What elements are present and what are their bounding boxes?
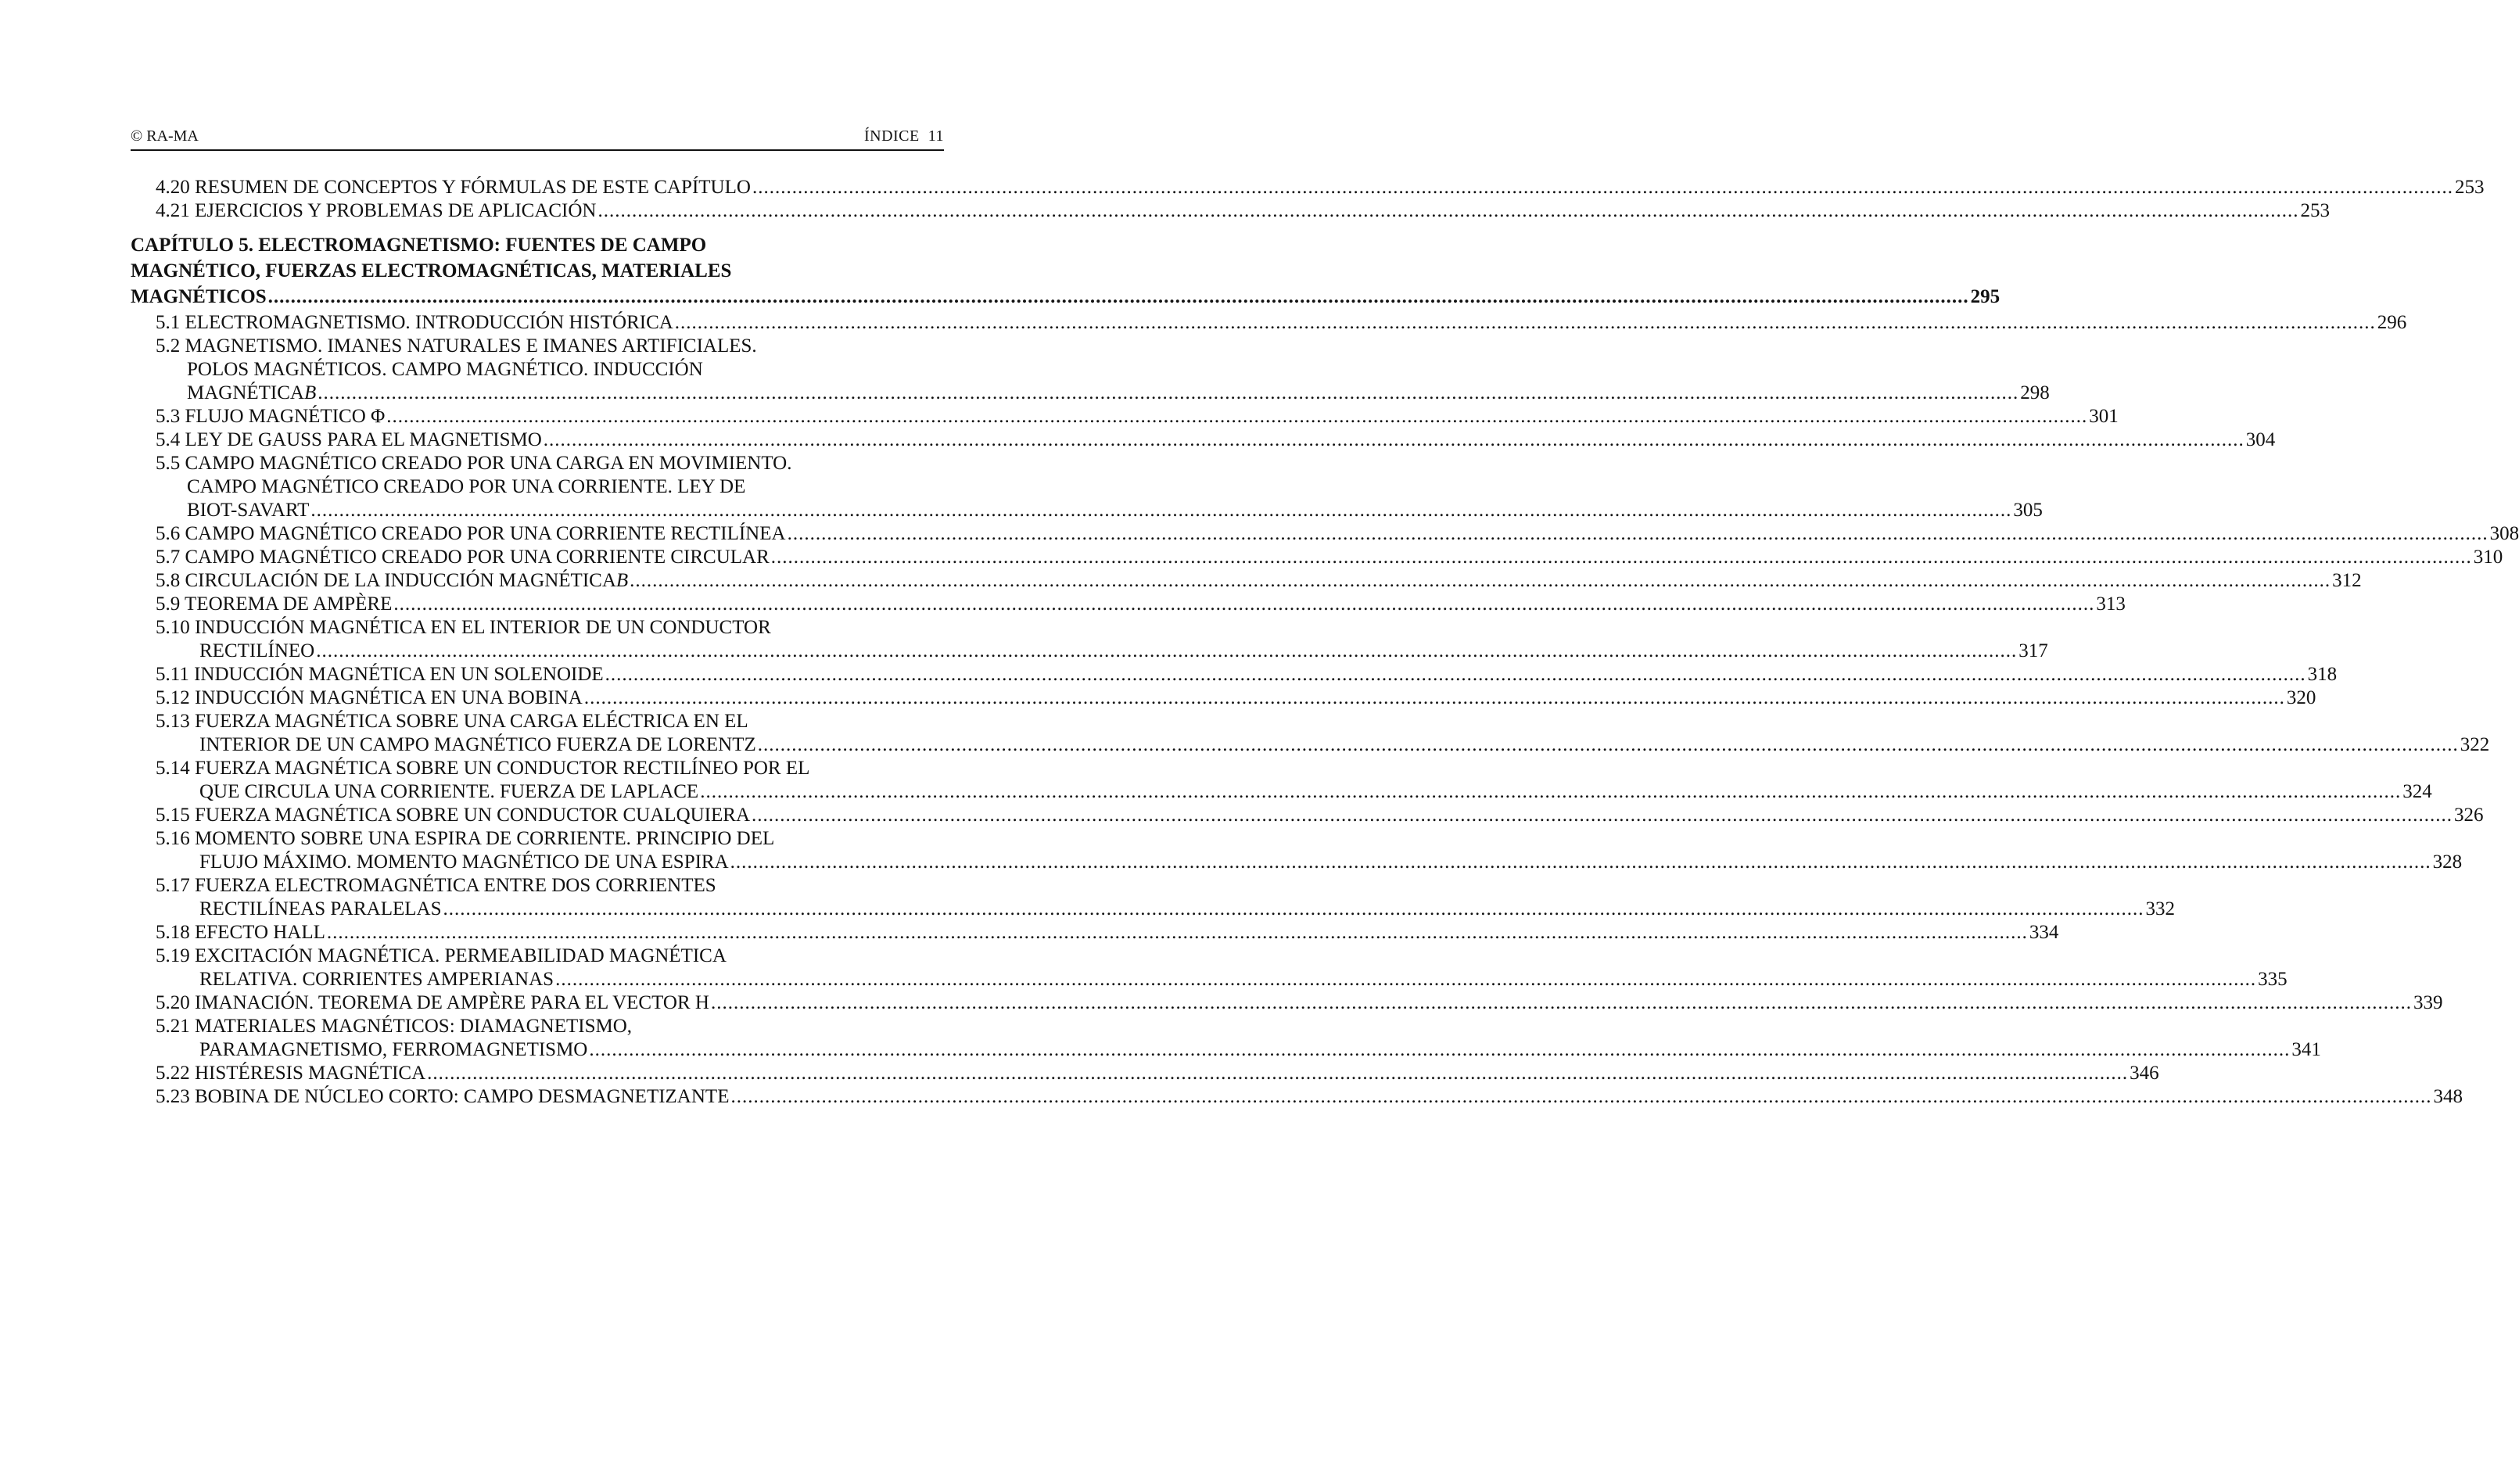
toc-entry[interactable] [131, 593, 2126, 616]
header-right [864, 127, 944, 145]
toc-entry[interactable] [131, 991, 2443, 1015]
toc-entry-line [156, 921, 2059, 945]
toc-page-number: 313 [2096, 593, 2126, 615]
dot-leader: ............................................................................................................................................................................................................................................................................................................ [605, 664, 2306, 685]
section-title: ÍNDICE [863, 127, 920, 145]
toc-page-number: 304 [2245, 429, 2276, 450]
toc-page-number: 318 [2307, 664, 2338, 685]
toc-entry-line [131, 284, 2000, 310]
toc-entry-title: MAGNÉTICO, FUERZAS ELECTROMAGNÉTICAS, MATERIALES [131, 260, 732, 281]
toc-page-number: 296 [2377, 312, 2407, 333]
toc-entry-title: 5.5 CAMPO MAGNÉTICO CREADO POR UNA CARGA EN MOVIMIENTO. [156, 453, 792, 474]
toc-entry-line [156, 1062, 2159, 1085]
toc-entry-title: QUE CIRCULA UNA CORRIENTE. FUERZA DE LAPLACE [199, 781, 699, 802]
toc-entry-title: 5.10 INDUCCIÓN MAGNÉTICA EN EL INTERIOR DE UN CONDUCTOR [156, 617, 771, 638]
toc-entry[interactable] [131, 686, 2316, 710]
dot-leader: ............................................................................................................................................................................................................................................................................................................ [674, 312, 2376, 333]
toc-entry-line [156, 593, 2126, 616]
toc-entry[interactable] [131, 199, 2330, 223]
publisher-label: © RA-MA [131, 127, 199, 145]
toc-entry-line [156, 851, 2463, 874]
toc-entry-title: FLUJO MÁXIMO. MOMENTO MAGNÉTICO DE UNA ESPIRA [199, 851, 729, 873]
toc-entry-line [156, 428, 2276, 452]
toc-entry-title: CAPÍTULO 5. ELECTROMAGNETISMO: FUENTES DE CAMPO [131, 235, 707, 256]
toc-page-number: 301 [2089, 406, 2119, 427]
toc-page-number: 348 [2433, 1086, 2463, 1107]
toc-entry-line [156, 804, 2484, 827]
toc-entry-line [156, 898, 2176, 921]
toc-entry-line [156, 1015, 944, 1038]
dot-leader: ............................................................................................................................................................................................................................................................................................................ [316, 640, 2018, 661]
toc-entry[interactable] [131, 921, 2059, 945]
toc-entry-line [131, 232, 944, 258]
toc-chapter-entry[interactable] [131, 232, 2000, 310]
dot-leader: ............................................................................................................................................................................................................................................................................................................ [597, 200, 2299, 221]
toc-entry-title: 5.1 ELECTROMAGNETISMO. INTRODUCCIÓN HISTÓRICA [156, 312, 673, 333]
dot-leader: ............................................................................................................................................................................................................................................................................................................ [310, 500, 2012, 521]
toc-entry-line [156, 757, 944, 780]
toc-entry-line [156, 874, 944, 898]
toc-entry-title: 5.20 IMANACIÓN. TEOREMA DE AMPÈRE PARA EL VECTOR H [156, 992, 709, 1013]
toc-entry-title: 5.4 LEY DE GAUSS PARA EL MAGNETISMO [156, 429, 542, 450]
dot-leader: ............................................................................................................................................................................................................................................................................................................ [326, 922, 2028, 943]
toc-entry-title: 5.16 MOMENTO SOBRE UNA ESPIRA DE CORRIENTE. PRINCIPIO DEL [156, 828, 775, 849]
dot-leader: ............................................................................................................................................................................................................................................................................................................ [730, 851, 2431, 873]
dot-leader: ............................................................................................................................................................................................................................................................................................................ [730, 1086, 2432, 1107]
toc-entry[interactable] [131, 945, 2288, 991]
toc-entry-line [156, 311, 2407, 335]
toc-entry-line [156, 1085, 2463, 1109]
toc-entry[interactable] [131, 452, 2043, 522]
dot-leader: ............................................................................................................................................................................................................................................................................................................ [630, 570, 2331, 591]
toc-entry-line [156, 475, 944, 499]
toc-page-number: 328 [2432, 851, 2463, 873]
toc-entry[interactable] [131, 804, 2484, 827]
dot-leader: ............................................................................................................................................................................................................................................................................................................ [757, 734, 2459, 755]
toc-entry-line [156, 780, 2432, 804]
toc-page-number: 317 [2018, 640, 2048, 661]
running-header [131, 127, 944, 151]
toc-entry-line [156, 733, 2490, 757]
dot-leader: ............................................................................................................................................................................................................................................................................................................ [443, 898, 2144, 919]
toc-entry-line [156, 640, 2048, 663]
toc-entry-line [156, 405, 2119, 428]
toc-entry-title: 5.11 INDUCCIÓN MAGNÉTICA EN UN SOLENOIDE [156, 664, 604, 685]
toc-entry-line [156, 499, 2043, 522]
toc-entry-line [156, 335, 944, 358]
toc-entry[interactable] [131, 663, 2338, 686]
dot-leader: ............................................................................................................................................................................................................................................................................................................ [752, 177, 2453, 198]
toc-page-number: 320 [2286, 687, 2316, 708]
toc-page-number: 326 [2454, 805, 2484, 826]
toc-entry[interactable] [131, 569, 2362, 593]
dot-leader: ............................................................................................................................................................................................................................................................................................................ [543, 429, 2244, 450]
toc-entry[interactable] [131, 311, 2407, 335]
toc-entry-title: RECTILÍNEO [199, 640, 315, 661]
toc-entry-title: 5.23 BOBINA DE NÚCLEO CORTO: CAMPO DESMAGNETIZANTE [156, 1086, 730, 1107]
toc-page-number: 324 [2402, 781, 2432, 802]
toc-entry-title: 5.2 MAGNETISMO. IMANES NATURALES E IMANES ARTIFICIALES. [156, 335, 757, 357]
toc-page-number: 322 [2460, 734, 2490, 755]
toc-page-number: 332 [2145, 898, 2176, 919]
toc-entry-line [156, 945, 944, 968]
toc-page-number: 339 [2413, 992, 2443, 1013]
toc-entry[interactable] [131, 1015, 2321, 1062]
toc-entry-line [156, 199, 2330, 223]
toc-page-number: 295 [1970, 286, 2000, 307]
toc-entry[interactable] [131, 616, 2048, 663]
dot-leader: ............................................................................................................................................................................................................................................................................................................ [710, 992, 2412, 1013]
toc-entry-title: 5.13 FUERZA MAGNÉTICA SOBRE UNA CARGA ELÉCTRICA EN EL [156, 711, 748, 732]
toc-entry-title: 5.22 HISTÉRESIS MAGNÉTICA [156, 1063, 426, 1084]
toc-entry-title: 4.20 RESUMEN DE CONCEPTOS Y FÓRMULAS DE ESTE CAPÍTULO [156, 177, 751, 198]
toc-entry[interactable] [131, 710, 2490, 757]
toc-entry-title: 5.17 FUERZA ELECTROMAGNÉTICA ENTRE DOS CORRIENTES [156, 875, 716, 896]
toc-entry-title: BIOT-SAVART [187, 500, 310, 521]
toc-entry[interactable] [131, 522, 2519, 546]
toc-entry[interactable] [131, 546, 2503, 569]
toc-entry-title: 5.7 CAMPO MAGNÉTICO CREADO POR UNA CORRIENTE CIRCULAR [156, 547, 770, 568]
toc-entry-line [156, 569, 2362, 593]
toc-page-number: 298 [2020, 382, 2050, 403]
toc-entry-line [156, 968, 2288, 991]
toc-entry[interactable] [131, 874, 2176, 921]
page-number: 11 [928, 127, 944, 145]
toc-entry-title: 4.21 EJERCICIOS Y PROBLEMAS DE APLICACIÓN [156, 200, 597, 221]
toc-entry-line [156, 1038, 2321, 1062]
toc-entry-title: 5.21 MATERIALES MAGNÉTICOS: DIAMAGNETISMO, [156, 1016, 633, 1037]
toc-entry[interactable] [131, 827, 2463, 874]
toc-entry-line [156, 686, 2316, 710]
toc-entry-title: MAGNÉTICA [187, 382, 304, 403]
toc-page-number: 253 [2454, 177, 2485, 198]
toc-entry[interactable] [131, 405, 2119, 428]
toc-entry[interactable] [131, 335, 2050, 405]
toc-entry-title: PARAMAGNETISMO, FERROMAGNETISMO [199, 1039, 588, 1060]
toc-page-number: 308 [2489, 523, 2519, 544]
toc-entry-title: 5.12 INDUCCIÓN MAGNÉTICA EN UNA BOBINA [156, 687, 583, 708]
toc-entry[interactable] [131, 176, 2485, 199]
toc-entry[interactable] [131, 757, 2432, 804]
dot-leader: ............................................................................................................................................................................................................................................................................................................ [555, 969, 2257, 990]
toc-entry-title: 5.3 FLUJO MAGNÉTICO Φ [156, 406, 386, 427]
toc-entry-variable: B [615, 570, 629, 591]
table-of-contents [131, 176, 2519, 1109]
toc-entry-title: RELATIVA. CORRIENTES AMPERIANAS [199, 969, 554, 990]
dot-leader: ............................................................................................................................................................................................................................................................................................................ [700, 781, 2402, 802]
toc-page-number: 310 [2473, 547, 2503, 568]
toc-entry-title: RECTILÍNEAS PARALELAS [199, 898, 442, 919]
toc-entry[interactable] [131, 428, 2276, 452]
dot-leader: ............................................................................................................................................................................................................................................................................................................ [427, 1063, 2129, 1084]
toc-entry-line [156, 546, 2503, 569]
toc-entry-line [156, 616, 944, 640]
dot-leader: ............................................................................................................................................................................................................................................................................................................ [267, 286, 1969, 307]
toc-entry-title: 5.9 TEOREMA DE AMPÈRE [156, 593, 393, 615]
dot-leader: ............................................................................................................................................................................................................................................................................................................ [583, 687, 2285, 708]
toc-entry[interactable] [131, 1062, 2159, 1085]
toc-entry-title: 5.15 FUERZA MAGNÉTICA SOBRE UN CONDUCTOR CUALQUIERA [156, 805, 750, 826]
toc-entry-title: 5.18 EFECTO HALL [156, 922, 325, 943]
dot-leader: ............................................................................................................................................................................................................................................................................................................ [770, 547, 2472, 568]
toc-page-number: 253 [2300, 200, 2330, 221]
toc-page-number: 346 [2130, 1063, 2159, 1084]
toc-entry-line [156, 991, 2443, 1015]
dot-leader: ............................................................................................................................................................................................................................................................................................................ [318, 382, 2019, 403]
toc-entry-title: 5.6 CAMPO MAGNÉTICO CREADO POR UNA CORRIENTE RECTILÍNEA [156, 523, 786, 544]
toc-page-number: 335 [2258, 969, 2288, 990]
dot-leader: ............................................................................................................................................................................................................................................................................................................ [386, 406, 2088, 427]
toc-entry-line [131, 258, 944, 284]
toc-page-number: 341 [2291, 1039, 2321, 1060]
toc-entry-title: POLOS MAGNÉTICOS. CAMPO MAGNÉTICO. INDUCCIÓN [187, 359, 703, 380]
toc-entry-title: CAMPO MAGNÉTICO CREADO POR UNA CORRIENTE. LEY DE [187, 476, 746, 497]
toc-entry-line [156, 663, 2338, 686]
toc-entry-title: 5.14 FUERZA MAGNÉTICA SOBRE UN CONDUCTOR RECTILÍNEO POR EL [156, 758, 810, 779]
toc-entry-title: 5.19 EXCITACIÓN MAGNÉTICA. PERMEABILIDAD MAGNÉTICA [156, 945, 727, 966]
dot-leader: ............................................................................................................................................................................................................................................................................................................ [787, 523, 2488, 544]
toc-entry-line [156, 358, 944, 382]
toc-entry-line [156, 382, 2050, 405]
toc-entry-variable: B [304, 382, 317, 403]
dot-leader: ............................................................................................................................................................................................................................................................................................................ [752, 805, 2453, 826]
dot-leader: ............................................................................................................................................................................................................................................................................................................ [589, 1039, 2291, 1060]
dot-leader: ............................................................................................................................................................................................................................................................................................................ [393, 593, 2095, 615]
toc-entry-line [156, 522, 2519, 546]
toc-page-number: 312 [2332, 570, 2362, 591]
toc-entry-line [156, 176, 2485, 199]
toc-page-number: 334 [2029, 922, 2059, 943]
toc-entry-line [156, 827, 944, 851]
toc-entry-title: MAGNÉTICOS [131, 286, 267, 307]
toc-entry-title: 5.8 CIRCULACIÓN DE LA INDUCCIÓN MAGNÉTICA [156, 570, 616, 591]
toc-entry[interactable] [131, 1085, 2463, 1109]
toc-entry-title: INTERIOR DE UN CAMPO MAGNÉTICO FUERZA DE LORENTZ [199, 734, 756, 755]
toc-page-number: 305 [2013, 500, 2043, 521]
toc-entry-line [156, 710, 944, 733]
toc-entry-line [156, 452, 944, 475]
